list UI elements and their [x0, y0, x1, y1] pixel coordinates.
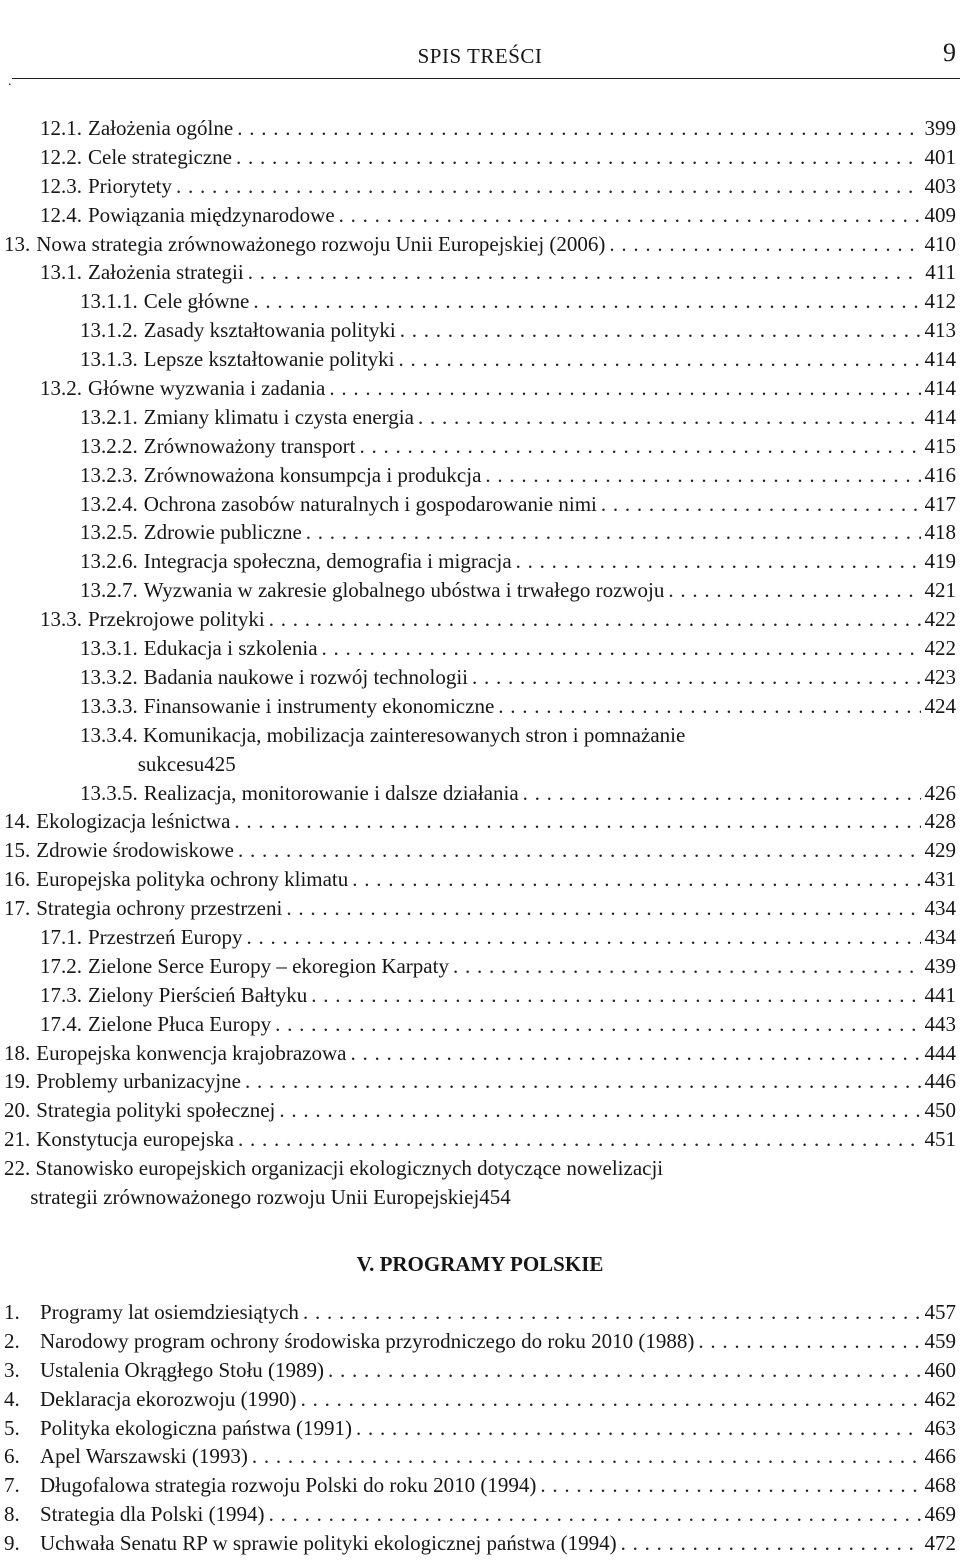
toc-entry [0, 316, 960, 345]
toc-entry-page: 418 [924, 520, 956, 545]
toc-entry [0, 1471, 960, 1500]
toc-entry-number: 4. [4, 1386, 20, 1411]
toc-entry-page: 454 [479, 1184, 511, 1209]
toc-entry-page: 422 [924, 636, 956, 661]
toc-entry [0, 1039, 960, 1068]
toc-entry-label: Długofalowa strategia rozwoju Polski do roku 2010 (1994) [40, 1473, 537, 1498]
toc-entry-page: 451 [924, 1127, 956, 1152]
toc-entry-number: 2. [4, 1328, 20, 1353]
toc-entry-number: 6. [4, 1444, 20, 1469]
leader-dots [306, 518, 921, 547]
toc-entry-number: 13.3.4. [80, 722, 138, 747]
toc-entry-line [4, 1183, 956, 1212]
toc-entry-number: 17.1. [40, 924, 82, 949]
toc-entry-label: Zasady kształtowania polityki [143, 318, 396, 343]
toc-entry-number: 13.2.3. [80, 462, 138, 487]
toc-entry-page: 423 [924, 664, 956, 689]
toc-entry-page: 463 [924, 1415, 956, 1440]
toc-entry-number: 15. [4, 838, 31, 863]
toc-entry [0, 865, 960, 894]
toc-entry-number: 13. [4, 231, 31, 256]
toc-entry-number: 17. [4, 896, 31, 921]
toc-entry-label: Ustalenia Okrągłego Stołu (1989) [40, 1357, 325, 1382]
toc-entry-label: Edukacja i szkolenia [143, 636, 318, 661]
toc-entry-number: 18. [4, 1040, 31, 1065]
leader-dots [237, 114, 920, 143]
toc-entry [0, 114, 960, 143]
toc-entry-page: 415 [924, 433, 956, 458]
toc-entry-page: 411 [925, 260, 956, 285]
toc-entry-label: Strategia ochrony przestrzeni [36, 896, 283, 921]
toc-entry-label: Ekologizacja leśnictwa [36, 809, 231, 834]
leader-dots [523, 779, 921, 808]
toc-entry-page: 424 [924, 693, 956, 718]
toc-entry-number: 13.1.3. [80, 347, 138, 372]
toc-entry-label: Stanowisko europejskich organizacji ekologicznych dotyczące nowelizacji [35, 1156, 664, 1181]
toc-entry-page: 450 [924, 1098, 956, 1123]
leader-dots [400, 316, 921, 345]
toc-entry-label: Europejska konwencja krajobrazowa [36, 1040, 347, 1065]
leader-dots [238, 1125, 921, 1154]
header-rule [12, 78, 960, 79]
leader-dots [234, 807, 920, 836]
toc-entry-number: 13.2.1. [80, 404, 138, 429]
leader-dots [356, 1414, 920, 1443]
toc-entry-number: 5. [4, 1415, 20, 1440]
toc-entry [0, 1529, 960, 1558]
toc-list [0, 114, 960, 1212]
toc-entry-page: 472 [924, 1531, 956, 1556]
toc-entry-number: 8. [4, 1502, 20, 1527]
toc-entry-label-continued: strategii zrównoważonego rozwoju Unii Europejskiej [30, 1184, 480, 1209]
toc-entry-label: Zielone Płuca Europy [88, 1011, 272, 1036]
toc-entry [0, 547, 960, 576]
leader-dots [245, 1067, 921, 1096]
toc-entry-number: 13.2. [40, 376, 82, 401]
toc-entry [0, 923, 960, 952]
toc-entry-label: Konstytucja europejska [36, 1127, 234, 1152]
toc-entry-number: 17.4. [40, 1011, 82, 1036]
toc-entry-page: 412 [924, 289, 956, 314]
leader-dots [238, 836, 921, 865]
leader-dots [253, 287, 920, 316]
toc-entry-label: Lepsze kształtowanie polityki [143, 347, 395, 372]
toc-entry-line [80, 750, 956, 779]
toc-entry [0, 201, 960, 230]
leader-dots [668, 576, 920, 605]
toc-entry-label: Założenia strategii [88, 260, 244, 285]
leader-dots [453, 952, 921, 981]
leader-dots [540, 1471, 920, 1500]
leader-dots [275, 1010, 920, 1039]
toc-entry [0, 403, 960, 432]
leader-dots [485, 461, 920, 490]
toc-entry-label: Zrównoważona konsumpcja i produkcja [143, 462, 482, 487]
toc-entry [0, 1067, 960, 1096]
toc-entry-number: 20. [4, 1098, 31, 1123]
toc-entry-number: 13.3.3. [80, 693, 138, 718]
leader-dots [247, 923, 921, 952]
toc-entry [0, 374, 960, 403]
toc-entry-number: 3. [4, 1357, 20, 1382]
toc-entry-page: 401 [924, 144, 956, 169]
toc-entry-number: 13.1.2. [80, 318, 138, 343]
leader-dots [303, 1298, 921, 1327]
toc-entry-page: 428 [924, 809, 956, 834]
toc-entry [0, 1154, 960, 1212]
toc-entry-page: 417 [924, 491, 956, 516]
toc-entry-page: 416 [924, 462, 956, 487]
toc-entry [0, 692, 960, 721]
toc-list-programs [0, 1298, 960, 1558]
toc-entry-page: 414 [924, 347, 956, 372]
toc-entry [0, 894, 960, 923]
toc-entry-page: 431 [924, 867, 956, 892]
toc-entry-number: 12.4. [40, 202, 82, 227]
leader-dots [329, 374, 920, 403]
toc-entry-number: 13.3.1. [80, 636, 138, 661]
leader-dots [359, 432, 920, 461]
page-header [0, 30, 960, 89]
toc-entry-number: 13.1. [40, 260, 82, 285]
toc-entry-label: Problemy urbanizacyjne [36, 1069, 241, 1094]
toc-entry-page: 413 [924, 318, 956, 343]
toc-entry-number: 13.2.2. [80, 433, 138, 458]
toc-entry [0, 981, 960, 1010]
toc-entry-line [4, 1154, 956, 1183]
toc-entry [0, 1327, 960, 1356]
toc-entry-number: 12.3. [40, 173, 82, 198]
toc-entry-page: 429 [924, 838, 956, 863]
toc-entry [0, 143, 960, 172]
toc-entry-page: 468 [924, 1473, 956, 1498]
toc-entry [0, 518, 960, 547]
toc-entry-page: 444 [924, 1040, 956, 1065]
leader-dots [601, 490, 921, 519]
toc-entry-label: Powiązania międzynarodowe [88, 202, 335, 227]
toc-entry-page: 466 [924, 1444, 956, 1469]
toc-entry-label: Zdrowie środowiskowe [36, 838, 234, 863]
leader-dots [252, 1442, 921, 1471]
toc-entry-page: 403 [924, 173, 956, 198]
toc-entry-label: Zielone Serce Europy – ekoregion Karpaty [88, 953, 449, 978]
toc-entry-label: Zmiany klimatu i czysta energia [143, 404, 414, 429]
toc-entry [0, 258, 960, 287]
toc-entry-label: Uchwała Senatu RP w sprawie polityki ekologicznej państwa (1994) [40, 1531, 617, 1556]
toc-entry-label: Zrównoważony transport [143, 433, 356, 458]
leader-dots [339, 201, 921, 230]
toc-entry-page: 446 [924, 1069, 956, 1094]
toc-entry-page: 425 [204, 751, 236, 776]
toc-entry-label: Cele główne [143, 289, 250, 314]
toc-entry [0, 490, 960, 519]
toc-entry [0, 287, 960, 316]
toc-entry [0, 952, 960, 981]
leader-dots [399, 345, 921, 374]
toc-entry-page: 434 [924, 896, 956, 921]
toc-entry-label: Europejska polityka ochrony klimatu [36, 867, 349, 892]
toc-entry-label: Apel Warszawski (1993) [40, 1444, 248, 1469]
toc-entry-page: 443 [924, 1011, 956, 1036]
toc-entry-page: 441 [924, 982, 956, 1007]
toc-entry-label: Cele strategiczne [88, 144, 233, 169]
toc-entry [0, 1125, 960, 1154]
leader-dots [698, 1327, 920, 1356]
running-title: SPIS TREŚCI [417, 44, 543, 68]
toc-entry-label: Realizacja, monitorowanie i dalsze działania [143, 780, 519, 805]
toc-entry-label: Założenia ogólne [88, 116, 234, 140]
toc-entry-label: Integracja społeczna, demografia i migracja [143, 549, 512, 574]
leader-dots [248, 258, 922, 287]
leader-dots [621, 1529, 921, 1558]
leader-dots [311, 981, 920, 1010]
toc-entry-page: 421 [924, 578, 956, 603]
toc-entry-page: 414 [924, 404, 956, 429]
toc-entry-page: 426 [924, 780, 956, 805]
toc-entry [0, 836, 960, 865]
toc-entry-label: Deklaracja ekorozwoju (1990) [40, 1386, 297, 1411]
leader-dots [301, 1385, 921, 1414]
toc-entry-label: Przekrojowe polityki [88, 607, 265, 632]
toc-entry-label: Ochrona zasobów naturalnych i gospodarowanie nimi [143, 491, 597, 516]
toc-entry-page: 460 [924, 1357, 956, 1382]
toc-entry-page: 434 [924, 924, 956, 949]
toc-entry [0, 779, 960, 808]
toc-entry-number: 9. [4, 1531, 20, 1556]
toc-entry-label: Programy lat osiemdziesiątych [40, 1300, 299, 1324]
toc-entry [0, 1096, 960, 1125]
toc-entry-number: 12.1. [40, 116, 82, 140]
toc-entry [0, 1414, 960, 1443]
toc-entry [0, 461, 960, 490]
toc-entry-number: 21. [4, 1127, 31, 1152]
header-mark: . [8, 74, 12, 89]
toc-entry-label: Nowa strategia zrównoważonego rozwoju Unii Europejskiej (2006) [36, 231, 606, 256]
toc-entry-label: Narodowy program ochrony środowiska przyrodniczego do roku 2010 (1988) [40, 1328, 695, 1353]
toc-entry-label: Zielony Pierścień Bałtyku [88, 982, 308, 1007]
toc-entry-number: 13.3.5. [80, 780, 138, 805]
toc-entry [0, 1298, 960, 1327]
toc-entry-number: 14. [4, 809, 31, 834]
toc-entry-number: 13.3.2. [80, 664, 138, 689]
toc-entry-page: 414 [924, 376, 956, 401]
toc-entry [0, 634, 960, 663]
leader-dots [269, 605, 921, 634]
toc-entry-page: 419 [924, 549, 956, 574]
leader-dots [498, 692, 920, 721]
toc-entry-number: 17.2. [40, 953, 82, 978]
toc-entry-label: Priorytety [88, 173, 172, 198]
toc-entry-page: 457 [924, 1300, 956, 1324]
toc-entry [0, 1010, 960, 1039]
toc-entry [0, 1500, 960, 1529]
leader-dots [269, 1500, 921, 1529]
leader-dots [286, 894, 920, 923]
toc-entry-number: 12.2. [40, 144, 82, 169]
toc-entry-number: 16. [4, 867, 31, 892]
toc-entry-number: 13.2.7. [80, 578, 138, 603]
toc-entry [0, 576, 960, 605]
leader-dots [516, 547, 921, 576]
leader-dots [350, 1039, 920, 1068]
leader-dots [609, 230, 920, 259]
toc-entry-page: 409 [924, 202, 956, 227]
leader-dots [322, 634, 921, 663]
page-number: 9 [943, 38, 956, 67]
toc-entry [0, 432, 960, 461]
toc-entry-label: Wyzwania w zakresie globalnego ubóstwa i trwałego rozwoju [143, 578, 665, 603]
toc-entry-page: 462 [924, 1386, 956, 1411]
toc-entry-page: 469 [924, 1502, 956, 1527]
toc-entry [0, 1385, 960, 1414]
toc-entry-page: 399 [924, 116, 956, 140]
leader-dots [176, 172, 921, 201]
toc-entry-number: 1. [4, 1300, 20, 1324]
leader-dots [279, 1096, 920, 1125]
toc-entry [0, 1442, 960, 1471]
leader-dots [352, 865, 920, 894]
toc-entry [0, 721, 960, 779]
toc-entry-label: Główne wyzwania i zadania [88, 376, 326, 401]
toc-entry [0, 345, 960, 374]
toc-entry-label: Strategia dla Polski (1994) [40, 1502, 265, 1527]
toc-entry-number: 19. [4, 1069, 31, 1094]
toc-entry-label: Komunikacja, mobilizacja zainteresowanych stron i pomnażanie [143, 722, 686, 747]
toc-entry-number: 13.2.4. [80, 491, 138, 516]
toc-entry-number: 13.2.6. [80, 549, 138, 574]
toc-entry-label: Zdrowie publiczne [143, 520, 302, 545]
toc-entry-number: 22. [4, 1156, 31, 1181]
toc-entry-page: 459 [924, 1328, 956, 1353]
toc-entry-number: 17.3. [40, 982, 82, 1007]
toc-entry-number: 7. [4, 1473, 20, 1498]
toc-entry-page: 422 [924, 607, 956, 632]
toc-entry-page: 439 [924, 953, 956, 978]
toc-entry [0, 1356, 960, 1385]
toc-entry-number: 13.1.1. [80, 289, 138, 314]
leader-dots [472, 663, 921, 692]
toc-entry-line [80, 721, 956, 750]
toc-entry [0, 663, 960, 692]
leader-dots [418, 403, 921, 432]
toc-entry-label: Przestrzeń Europy [88, 924, 243, 949]
leader-dots [236, 143, 920, 172]
toc-entry [0, 605, 960, 634]
toc-entry-label-continued: sukcesu [137, 751, 205, 776]
toc-entry-number: 13.2.5. [80, 520, 138, 545]
toc-entry-label: Badania naukowe i rozwój technologii [143, 664, 468, 689]
leader-dots [328, 1356, 920, 1385]
toc-entry-label: Strategia polityki społecznej [36, 1098, 276, 1123]
toc-entry-page: 410 [924, 231, 956, 256]
section-heading: V. PROGRAMY POLSKIE [356, 1252, 604, 1276]
toc-entry [0, 807, 960, 836]
toc-entry [0, 172, 960, 201]
toc-entry [0, 230, 960, 259]
toc-entry-number: 13.3. [40, 607, 82, 632]
toc-entry-label: Polityka ekologiczna państwa (1991) [40, 1415, 353, 1440]
toc-entry-label: Finansowanie i instrumenty ekonomiczne [143, 693, 495, 718]
